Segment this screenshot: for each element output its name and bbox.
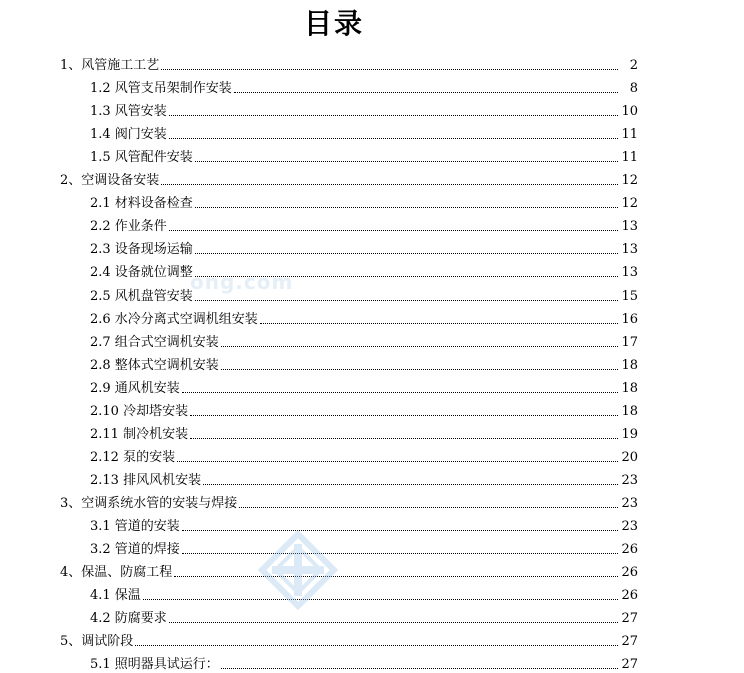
toc-entry-label: 1.5 风管配件安装	[90, 150, 193, 166]
toc-entry[interactable]	[90, 538, 638, 558]
toc-leader-dots	[182, 530, 618, 531]
toc-leader-dots	[177, 461, 618, 462]
toc-entry[interactable]	[90, 469, 638, 489]
toc-entry-page-number: 18	[621, 403, 638, 419]
toc-entry-page-number: 19	[621, 426, 638, 442]
toc-entry-label: 4.2 防腐要求	[90, 611, 167, 627]
toc-entry[interactable]	[90, 146, 638, 166]
toc-entry-page-number: 26	[621, 542, 638, 558]
toc-leader-dots	[260, 323, 618, 324]
toc-entry[interactable]	[60, 492, 638, 512]
toc-entry[interactable]	[90, 308, 638, 328]
toc-entry-label: 1.2 风管支吊架制作安装	[90, 81, 232, 97]
toc-entry-label: 2.7 组合式空调机安装	[90, 334, 219, 350]
toc-entry-page-number: 23	[621, 495, 638, 511]
toc-leader-dots	[195, 161, 618, 162]
toc-leader-dots	[182, 392, 618, 393]
toc-entry[interactable]	[90, 446, 638, 466]
toc-entry-label: 2.2 作业条件	[90, 219, 167, 235]
toc-entry-label: 5.1 照明器具试运行：	[90, 657, 219, 673]
toc-entry-label: 3、空调系统水管的安装与焊接	[60, 495, 238, 511]
toc-entry-label: 3.2 管道的焊接	[90, 542, 180, 558]
toc-entry-page-number: 8	[629, 81, 638, 97]
toc-entry-label: 2.5 风机盘管安装	[90, 288, 193, 304]
toc-entry[interactable]	[60, 561, 638, 581]
toc-entry-label: 2.10 冷却塔安装	[90, 403, 189, 419]
toc-entry-page-number: 27	[621, 611, 638, 627]
toc-entry-page-number: 20	[621, 449, 638, 465]
toc-entry[interactable]	[90, 331, 638, 351]
toc-leader-dots	[239, 507, 618, 508]
toc-entry[interactable]	[60, 169, 638, 189]
toc-entry-label: 2.12 泵的安装	[90, 449, 176, 465]
toc-leader-dots	[169, 622, 618, 623]
toc-entry[interactable]	[90, 423, 638, 443]
toc-entry[interactable]	[90, 100, 638, 120]
toc-entry[interactable]	[90, 215, 638, 235]
toc-leader-dots	[169, 115, 618, 116]
toc-entry-page-number: 27	[621, 634, 638, 650]
toc-entry-page-number: 11	[621, 150, 638, 166]
toc-leader-dots	[169, 138, 618, 139]
toc-entry[interactable]	[90, 653, 638, 673]
toc-leader-dots	[161, 184, 618, 185]
toc-entry-label: 4、保温、防腐工程	[60, 565, 173, 581]
toc-leader-dots	[135, 645, 618, 646]
toc-entry-label: 2.13 排风风机安装	[90, 472, 202, 488]
toc-entry-page-number: 12	[621, 196, 638, 212]
toc-entry-label: 2.6 水冷分离式空调机组安装	[90, 311, 258, 327]
toc-entry-label: 2、空调设备安装	[60, 173, 160, 189]
toc-entry-label: 1.4 阀门安装	[90, 127, 167, 143]
toc-entry[interactable]	[90, 238, 638, 258]
toc-leader-dots	[221, 369, 618, 370]
toc-entry[interactable]	[90, 377, 638, 397]
toc-entry-page-number: 18	[621, 380, 638, 396]
toc-entry-page-number: 18	[621, 357, 638, 373]
toc-entry-page-number: 15	[621, 288, 638, 304]
toc-entry[interactable]	[60, 54, 638, 74]
toc-entry[interactable]	[90, 285, 638, 305]
toc-entry-page-number: 13	[621, 265, 638, 281]
toc-entry-page-number: 2	[629, 58, 638, 73]
toc-leader-dots	[195, 253, 618, 254]
toc-entry-label: 3.1 管道的安装	[90, 519, 180, 534]
toc-entry-page-number: 12	[621, 173, 638, 189]
toc-entry[interactable]	[90, 607, 638, 627]
toc-entry-page-number: 10	[621, 104, 638, 120]
toc-entry-page-number: 13	[621, 219, 638, 235]
toc-entry-page-number: 13	[621, 242, 638, 258]
toc-leader-dots	[190, 438, 618, 439]
toc-entry[interactable]	[90, 261, 638, 281]
toc-entry-label: 2.4 设备就位调整	[90, 265, 193, 281]
toc-leader-dots	[195, 276, 618, 277]
toc-leader-dots	[143, 599, 618, 600]
toc-entry-label: 2.1 材料设备检查	[90, 196, 193, 212]
toc-leader-dots	[190, 415, 618, 416]
toc-entry-label: 2.9 通风机安装	[90, 380, 180, 396]
page-title: 目录	[303, 7, 364, 40]
toc-entry[interactable]	[90, 77, 638, 97]
toc-leader-dots	[161, 69, 618, 70]
toc-entry-label: 2.11 制冷机安装	[90, 426, 189, 442]
toc-entry-page-number: 26	[621, 565, 638, 581]
toc-leader-dots	[221, 668, 618, 669]
toc-leader-dots	[174, 576, 618, 577]
toc-entry-label: 2.8 整体式空调机安装	[90, 357, 219, 373]
toc-entry[interactable]	[90, 584, 638, 604]
toc-leader-dots	[169, 230, 618, 231]
toc-entry-page-number: 11	[621, 127, 638, 143]
toc-entry-page-number: 26	[621, 588, 638, 604]
toc-entry[interactable]	[90, 354, 638, 374]
toc-leader-dots	[203, 484, 618, 485]
watermark-text: ong.com	[190, 270, 294, 294]
toc-leader-dots	[195, 300, 618, 301]
toc-entry[interactable]	[90, 192, 638, 212]
toc-leader-dots	[221, 346, 618, 347]
toc-entry-label: 4.1 保温	[90, 588, 141, 604]
toc-leader-dots	[195, 207, 618, 208]
toc-entry-page-number: 16	[621, 311, 638, 327]
toc-entry[interactable]	[90, 515, 638, 535]
toc-entry-page-number: 27	[621, 657, 638, 673]
toc-entry-page-number: 17	[621, 334, 638, 350]
toc-entry[interactable]	[90, 123, 638, 143]
toc-entry-label: 1、风管施工工艺	[60, 58, 160, 73]
toc-leader-dots	[182, 553, 618, 554]
toc-entry[interactable]	[60, 630, 638, 650]
toc-entry-label: 2.3 设备现场运输	[90, 242, 193, 258]
toc-entry[interactable]	[90, 400, 638, 420]
toc-entry-page-number: 23	[621, 472, 638, 488]
toc-entry-page-number: 23	[621, 519, 638, 534]
toc-entry-label: 1.3 风管安装	[90, 104, 167, 120]
toc-leader-dots	[234, 92, 618, 93]
toc-entry-label: 5、调试阶段	[60, 634, 134, 650]
